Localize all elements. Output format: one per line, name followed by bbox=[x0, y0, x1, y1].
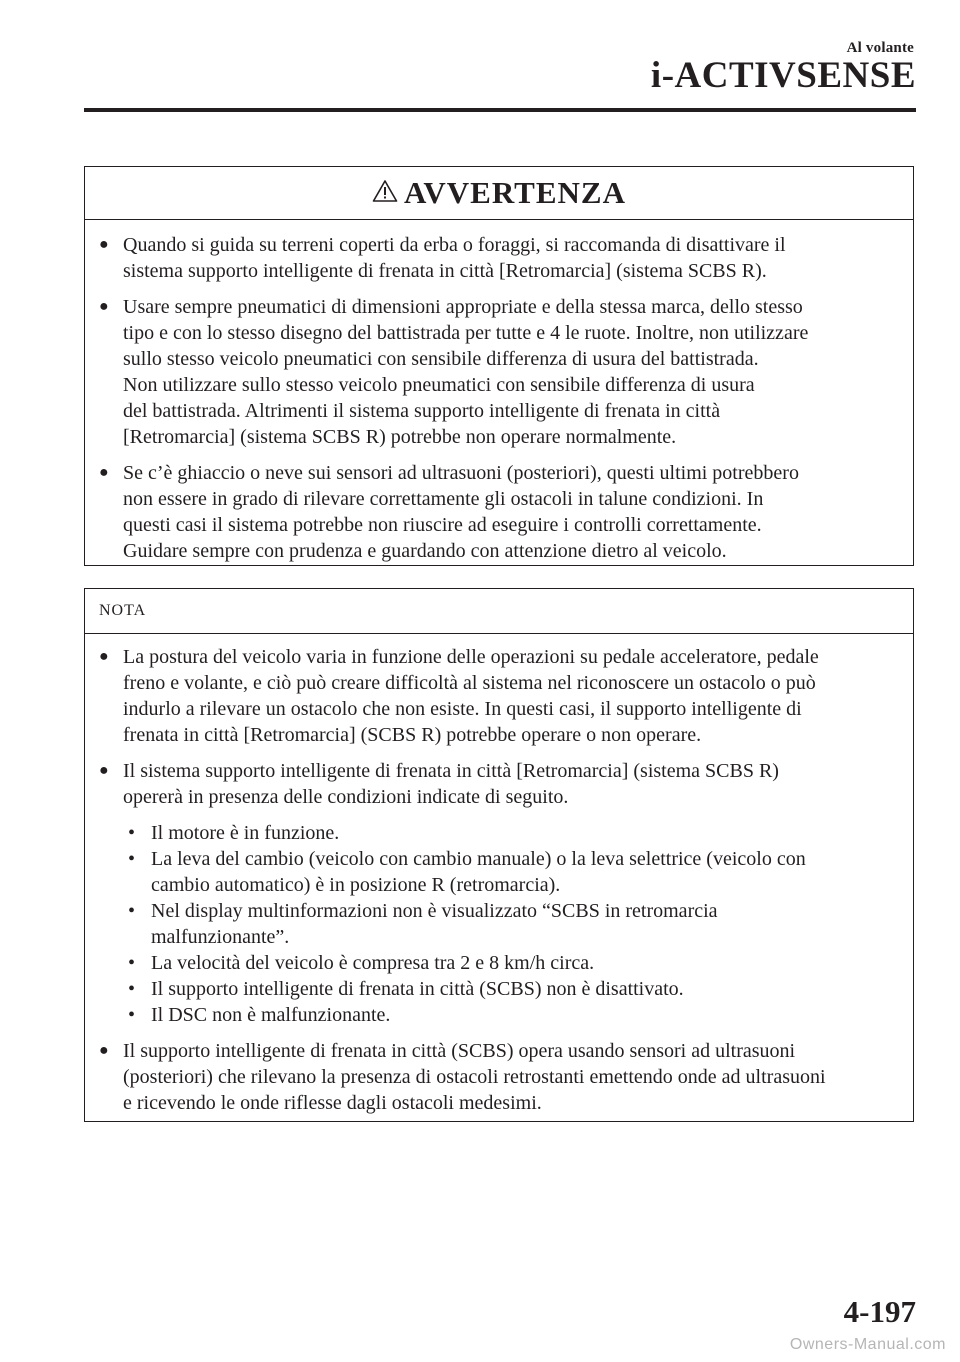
small-bullet-icon: • bbox=[128, 1004, 136, 1026]
note-box bbox=[84, 588, 914, 1122]
bullet-icon: ● bbox=[99, 464, 109, 481]
note-header bbox=[85, 589, 913, 634]
note-list bbox=[85, 634, 913, 1116]
text-line: (posteriori) che rilevano la presenza di ostacoli retrostanti emettendo onde ad ultrasuoni bbox=[123, 1066, 826, 1088]
warning-item bbox=[99, 294, 899, 450]
text-line: e ricevendo le onde riflesse dagli ostacoli medesimi. bbox=[123, 1092, 542, 1114]
text-line: del battistrada. Altrimenti il sistema supporto intelligente di frenata in città bbox=[123, 400, 721, 422]
warning-title: AVVERTENZA bbox=[404, 175, 626, 210]
warning-box bbox=[84, 166, 914, 566]
condition-item-cont: cambio automatico) è in posizione R (retromarcia). bbox=[151, 874, 561, 896]
small-bullet-icon: • bbox=[128, 978, 136, 1000]
text-line: Non utilizzare sullo stesso veicolo pneumatici con sensibile differenza di usura bbox=[123, 374, 755, 396]
text-line: Quando si guida su terreni coperti da erba o foraggi, si raccomanda di disattivare il bbox=[123, 234, 786, 256]
page-number: 4-197 bbox=[843, 1294, 916, 1329]
note-item bbox=[99, 1038, 899, 1116]
text-line: Guidare sempre con prudenza e guardando con attenzione dietro al veicolo. bbox=[123, 540, 727, 562]
conditions-list bbox=[123, 820, 899, 1028]
condition-item: • La leva del cambio (veicolo con cambio manuale) o la leva selettrice (veicolo con bbox=[128, 848, 806, 870]
small-bullet-icon: • bbox=[128, 952, 136, 974]
text-line: Se c’è ghiaccio o neve sui sensori ad ultrasuoni (posteriori), questi ultimi potrebbero bbox=[123, 462, 799, 484]
warning-item bbox=[99, 460, 899, 564]
text-line: Il sistema supporto intelligente di frenata in città [Retromarcia] (sistema SCBS R) bbox=[123, 760, 779, 782]
text-line: non essere in grado di rilevare correttamente gli ostacoli in talune condizioni. In bbox=[123, 488, 764, 510]
text-line: opererà in presenza delle condizioni indicate di seguito. bbox=[123, 786, 569, 808]
text-line: sullo stesso veicolo pneumatici con sensibile differenza di usura del battistrada. bbox=[123, 348, 759, 370]
warning-triangle-icon bbox=[372, 179, 398, 203]
bullet-icon: ● bbox=[99, 236, 109, 253]
bullet-icon: ● bbox=[99, 648, 109, 665]
text-line: La postura del veicolo varia in funzione delle operazioni su pedale acceleratore, pedale bbox=[123, 646, 819, 668]
condition-item: • Il supporto intelligente di frenata in città (SCBS) non è disattivato. bbox=[128, 978, 684, 1000]
small-bullet-icon: • bbox=[128, 822, 136, 844]
section-label: Al volante bbox=[846, 40, 914, 56]
text-line: frenata in città [Retromarcia] (SCBS R) potrebbe operare o non operare. bbox=[123, 724, 702, 746]
page-title: i-ACTIVSENSE bbox=[650, 55, 916, 96]
note-item bbox=[99, 644, 899, 748]
warning-list bbox=[85, 220, 913, 564]
small-bullet-icon: • bbox=[128, 848, 136, 870]
note-item bbox=[99, 758, 899, 1028]
condition-item: • Nel display multinformazioni non è visualizzato “SCBS in retromarcia bbox=[128, 900, 718, 922]
warning-header bbox=[85, 167, 913, 220]
text-line: indurlo a rilevare un ostacolo che non esiste. In questi casi, il supporto intelligente di bbox=[123, 698, 802, 720]
warning-item bbox=[99, 232, 899, 284]
bullet-icon: ● bbox=[99, 1042, 109, 1059]
bullet-icon: ● bbox=[99, 762, 109, 779]
condition-item: • La velocità del veicolo è compresa tra 2 e 8 km/h circa. bbox=[128, 952, 595, 974]
footer-watermark: Owners-Manual.com bbox=[789, 1336, 946, 1353]
condition-item: • Il DSC non è malfunzionante. bbox=[128, 1004, 391, 1026]
text-line: Il supporto intelligente di frenata in città (SCBS) opera usando sensori ad ultrasuoni bbox=[123, 1040, 796, 1062]
header-rule bbox=[84, 108, 916, 112]
small-bullet-icon: • bbox=[128, 900, 136, 922]
text-line: sistema supporto intelligente di frenata in città [Retromarcia] (sistema SCBS R). bbox=[123, 260, 767, 282]
text-line: questi casi il sistema potrebbe non riuscire ad eseguire i controlli correttamente. bbox=[123, 514, 762, 536]
condition-item: • Il motore è in funzione. bbox=[128, 822, 340, 844]
condition-item-cont: malfunzionante”. bbox=[151, 926, 290, 948]
text-line: freno e volante, e ciò può creare difficoltà al sistema nel riconoscere un ostacolo o può bbox=[123, 672, 816, 694]
text-line: [Retromarcia] (sistema SCBS R) potrebbe non operare normalmente. bbox=[123, 426, 677, 448]
text-line: Usare sempre pneumatici di dimensioni appropriate e della stessa marca, dello stesso bbox=[123, 296, 803, 318]
note-title: NOTA bbox=[99, 602, 147, 619]
text-line: tipo e con lo stesso disegno del battistrada per tutte e 4 le ruote. Inoltre, non utilizzare bbox=[123, 322, 809, 344]
bullet-icon: ● bbox=[99, 298, 109, 315]
